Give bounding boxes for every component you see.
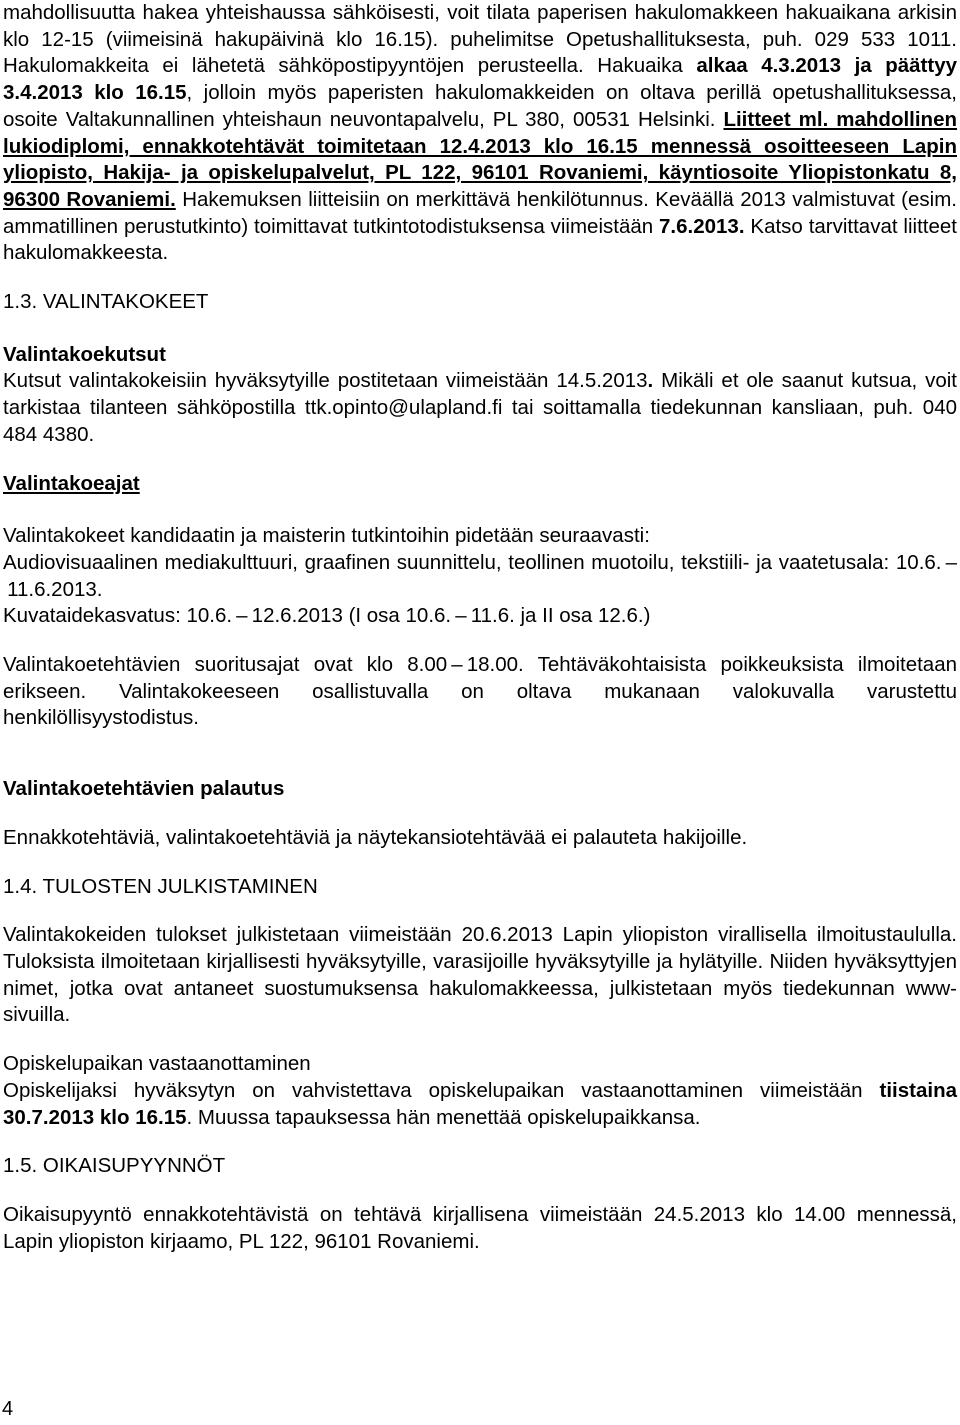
vastaanotto-paragraph: Opiskelijaksi hyväksytyn on vahvistettava opiskelupaikan vastaanottaminen viimeistään tiistaina 30.7.2013 klo 16.15. Muussa tapauksessa hän menettää opiskelupaikkansa. bbox=[3, 1078, 957, 1129]
certificate-deadline: 7.6.2013. bbox=[659, 214, 745, 238]
intro-text-4: Katso tarvittavat liitteet hakulomakkeesta. bbox=[3, 214, 957, 265]
tulokset-paragraph: Valintakokeiden tulokset julkistetaan viimeistään 20.6.2013 Lapin yliopiston virallisella ilmoitustaululla. Tuloksista ilmoitetaan kirjallisesti hyväksytyille, varasijoille hyväksytyille ja hylätyille. Niiden hyväksyttyjen nimet, jotka ovat antaneet suostumuksensa hakulomakkeessa, julkistetaan myös tiedekunnan www-sivuilla. bbox=[3, 923, 957, 1027]
ajat-line-3: Kuvataidekasvatus: 10.6. – 12.6.2013 (I osa 10.6. – 11.6. ja II osa 12.6.) bbox=[3, 604, 651, 628]
section-heading-1-4: 1.4. TULOSTEN JULKISTAMINEN bbox=[3, 874, 318, 898]
page-number: 4 bbox=[2, 1398, 14, 1420]
section-heading-1-3: 1.3. VALINTAKOKEET bbox=[3, 290, 209, 314]
palautus-paragraph: Ennakkotehtäviä, valintakoetehtäviä ja näytekansiotehtävää ei palauteta hakijoille. bbox=[3, 825, 748, 849]
attachments-deadline: Liitteet ml. mahdollinen lukiodiplomi, ennakkotehtävät toimitetaan 12.4.2013 klo 16.15 mennessä osoitteeseen Lapin yliopisto, Hakija- ja opiskelupalvelut, PL 122, 96101 Rovaniemi, käyntiosoite Yliopistonkatu 8, 96300 Rovaniemi. bbox=[3, 107, 958, 211]
intro-text-3: Hakemuksen liitteisiin on merkittävä henkilötunnus. Keväällä 2013 valmistuvat (esim. ammatillinen perustutkinto) toimittavat tutkintotodistuksensa viimeistään bbox=[3, 187, 957, 238]
kutsut-paragraph: Kutsut valintakokeisiin hyväksytyille postitetaan viimeistään 14.5.2013. Mikäli et ole saanut kutsua, voit tarkistaa tilanteen sähköpostilla ttk.opinto@ulapland.fi tai soittamalla tiedekunnan kansliaan, puh. 040 484 4380. bbox=[3, 369, 957, 446]
vastaanotto-title: Opiskelupaikan vastaanottaminen bbox=[3, 1052, 311, 1076]
section-heading-1-5: 1.5. OIKAISUPYYNNÖT bbox=[3, 1154, 226, 1178]
ajat-line-4: Valintakoetehtävien suoritusajat ovat klo 8.00 – 18.00. Tehtäväkohtaisista poikkeuksista ilmoitetaan erikseen. Valintakokeeseen osallistuvalla on oltava mukanaan valokuvalla varustettu henkilöllisyystodistus. bbox=[3, 653, 957, 730]
ajat-line-2: Audiovisuaalinen mediakulttuuri, graafinen suunnittelu, teollinen muotoilu, tekstiili- ja vaatetusala: 10.6. – 11.6.2013. bbox=[3, 550, 957, 601]
intro-text-2: , jolloin myös paperisten hakulomakkeiden on oltava perillä opetushallituksessa, osoite Valtakunnallinen yhteishaun neuvontapalvelu, PL 380, 00531 Helsinki. bbox=[3, 81, 958, 131]
intro-paragraph bbox=[3, 0, 957, 267]
document-page bbox=[3, 0, 957, 1255]
oikaisu-paragraph: Oikaisupyyntö ennakkotehtävistä on tehtävä kirjallisena viimeistään 24.5.2013 klo 14.00 mennessä, Lapin yliopiston kirjaamo, PL 122, 96101 Rovaniemi. bbox=[3, 1202, 957, 1253]
ajat-title: Valintakoeajat bbox=[3, 471, 140, 495]
application-period: alkaa 4.3.2013 ja päättyy 3.4.2013 klo 16.15 bbox=[3, 54, 958, 105]
kutsut-title: Valintakoekutsut bbox=[3, 342, 166, 366]
palautus-title: Valintakoetehtävien palautus bbox=[3, 777, 285, 801]
intro-text-1: mahdollisuutta hakea yhteishaussa sähköisesti, voit tilata paperisen hakulomakkeen hakuaikana arkisin klo 12-15 (viimeisinä hakupäivinä klo 16.15). puhelimitse Opetushallituksesta, puh. 029 533 1011. Hakulomakkeita ei lähetetä sähköpostipyyntöjen perusteella. Hakuaika bbox=[3, 1, 957, 78]
ajat-line-1: Valintakokeet kandidaatin ja maisterin tutkintoihin pidetään seuraavasti: bbox=[3, 524, 650, 548]
